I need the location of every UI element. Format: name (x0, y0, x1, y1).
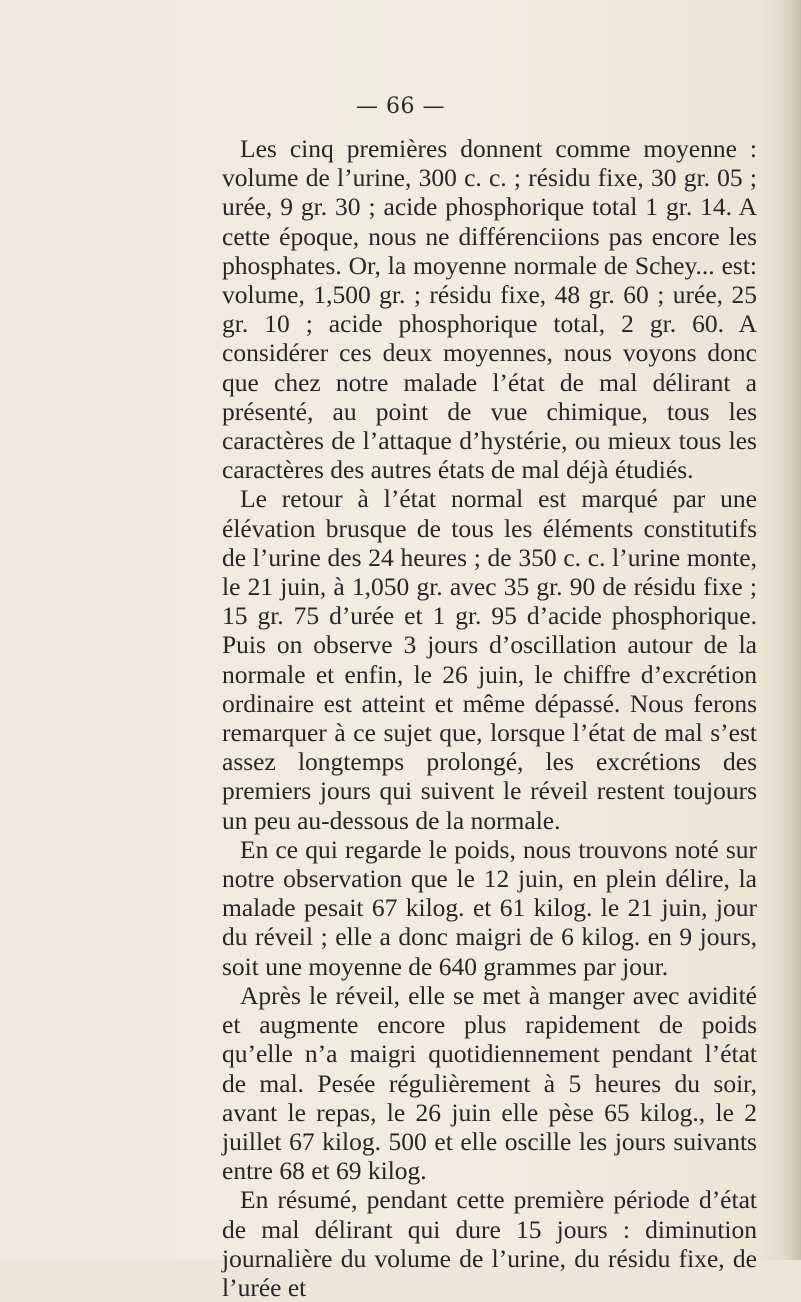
body-text (222, 134, 757, 1302)
paragraph-return-to-normal: Le retour à l’état normal est marqué par une élévation brusque de tous les éléments constitutifs de l’urine des 24 heures ; de 350 c. c. l’urine monte, le 21 juin, à 1,050 gr. avec 35 gr. 90 de résidu fixe ; 15 gr. 75 d’urée et 1 gr. 95 d’acide phosphorique. Puis on observe 3 jours d’oscillation autour de la normale et enfin, le 26 juin, le chiffre d’excrétion ordinaire est atteint et même dépassé. Nous ferons remarquer à ce sujet que, lorsque l’état de mal s’est assez longtemps prolongé, les excrétions des premiers jours qui suivent le réveil restent toujours un peu au-dessous de la normale. (222, 484, 757, 835)
paragraph-after-waking: Après le réveil, elle se met à manger avec avidité et augmente encore plus rapidement de poids qu’elle n’a maigri quotidiennement pendant l’état de mal. Pesée régulièrement à 5 heures du soir, avant le repas, le 26 juin elle pèse 65 kilog., le 2 juillet 67 kilog. 500 et elle oscille les jours suivants entre 68 et 69 kilog. (222, 980, 757, 1186)
page-edge-shadow (787, 0, 801, 1260)
paragraph-urine-averages: Les cinq premières donnent comme moyenne : volume de l’urine, 300 c. c. ; résidu fixe, 30 gr. 05 ; urée, 9 gr. 30 ; acide phosphorique total 1 gr. 14. A cette époque, nous ne différenciions pas encore les phosphates. Or, la moyenne normale de Schey... est: volume, 1,500 gr. ; résidu fixe, 48 gr. 60 ; urée, 25 gr. 10 ; acide phosphorique total, 2 gr. 60. A considérer ces deux moyennes, nous voyons donc que chez notre malade l’état de mal délirant a présenté, au point de vue chimique, tous les caractères de l’attaque d’hystérie, ou mieux tous les caractères des autres états de mal déjà étudiés. (222, 134, 757, 485)
paragraph-summary: En résumé, pendant cette première période d’état de mal délirant qui dure 15 jours : diminution journalière du volume de l’urine, du résidu fixe, de l’urée et (222, 1185, 757, 1302)
page-number-header: — 66 — (356, 94, 445, 119)
paragraph-weight: En ce qui regarde le poids, nous trouvons noté sur notre observation que le 12 juin, en plein délire, la malade pesait 67 kilog. et 61 kilog. le 21 juin, jour du réveil ; elle a donc maigri de 6 kilog. en 9 jours, soit une moyenne de 640 grammes par jour. (222, 834, 757, 981)
